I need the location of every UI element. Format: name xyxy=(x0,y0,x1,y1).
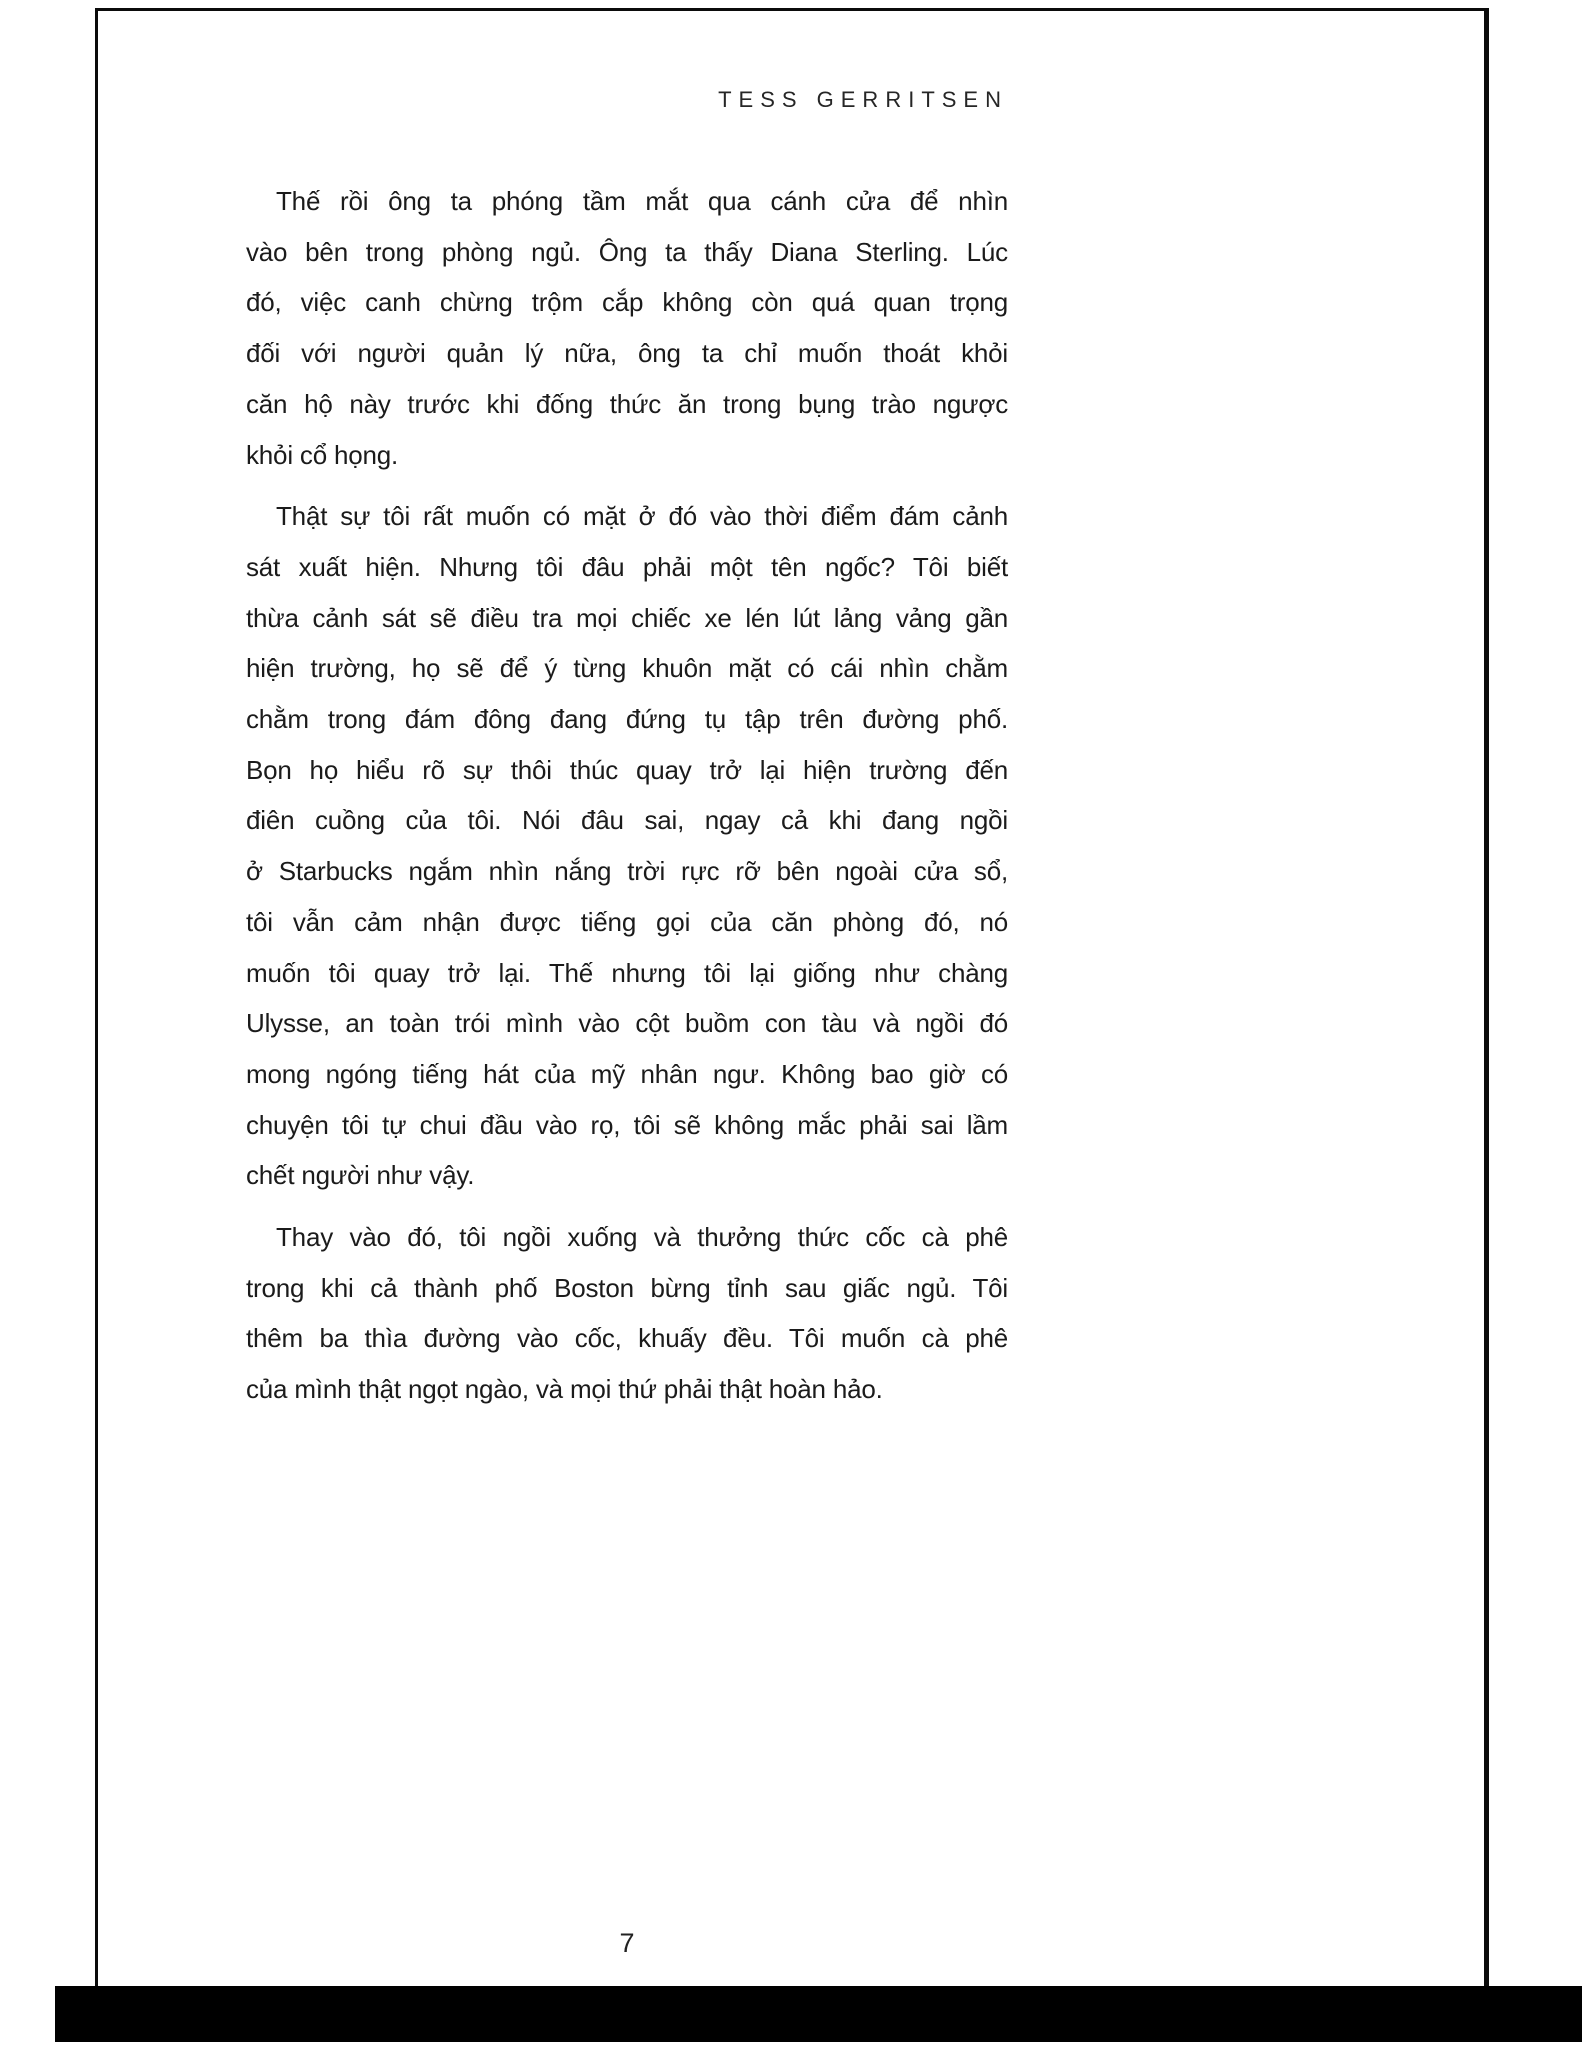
text-line: hiện trường, họ sẽ để ý từng khuôn mặt có cái nhìn chằm xyxy=(246,653,1008,684)
running-header-author: TESS GERRITSEN xyxy=(718,87,1008,112)
text-line: tôi vẫn cảm nhận được tiếng gọi của căn phòng đó, nó xyxy=(246,906,1008,937)
text-line: trong khi cả thành phố Boston bừng tỉnh sau giấc ngủ. Tôi xyxy=(246,1272,1008,1303)
text-line: sát xuất hiện. Nhưng tôi đâu phải một tên ngốc? Tôi biết xyxy=(246,551,1008,582)
text-line: chằm trong đám đông đang đứng tụ tập trên đường phố. xyxy=(246,704,1008,735)
paragraph xyxy=(246,1212,1008,1415)
text-line: Thật sự tôi rất muốn có mặt ở đó vào thời điểm đám cảnh xyxy=(276,501,1008,532)
text-line: Bọn họ hiểu rõ sự thôi thúc quay trở lại hiện trường đến xyxy=(246,754,1008,785)
text-line: chuyện tôi tự chui đầu vào rọ, tôi sẽ không mắc phải sai lầm xyxy=(246,1109,1008,1140)
page-frame xyxy=(95,8,1489,1992)
text-line: muốn tôi quay trở lại. Thế nhưng tôi lại giống như chàng xyxy=(246,957,1008,988)
text-line: khỏi cổ họng. xyxy=(246,439,399,470)
paragraph xyxy=(246,491,1008,1201)
text-line: vào bên trong phòng ngủ. Ông ta thấy Diana Sterling. Lúc xyxy=(246,236,1008,267)
text-line: đó, việc canh chừng trộm cắp không còn quá quan trọng xyxy=(246,287,1008,318)
text-line: thêm ba thìa đường vào cốc, khuấy đều. Tôi muốn cà phê xyxy=(246,1323,1008,1354)
page-number: 7 xyxy=(619,1928,635,1958)
text-line: ở Starbucks ngắm nhìn nắng trời rực rỡ bên ngoài cửa sổ, xyxy=(246,856,1008,887)
text-line: mong ngóng tiếng hát của mỹ nhân ngư. Không bao giờ có xyxy=(246,1058,1008,1089)
text-line: đối với người quản lý nữa, ông ta chỉ muốn thoát khỏi xyxy=(246,338,1008,369)
text-line: Ulysse, an toàn trói mình vào cột buồm con tàu và ngồi đó xyxy=(246,1008,1008,1039)
text-line: Thay vào đó, tôi ngồi xuống và thưởng thức cốc cà phê xyxy=(276,1222,1008,1253)
text-line: căn hộ này trước khi đống thức ăn trong bụng trào ngược xyxy=(246,388,1008,419)
text-line: Thế rồi ông ta phóng tầm mắt qua cánh cửa để nhìn xyxy=(276,186,1008,216)
paragraph xyxy=(246,176,1008,480)
text-line: thừa cảnh sát sẽ điều tra mọi chiếc xe lén lút lảng vảng gần xyxy=(246,602,1008,633)
page-bottom-edge-bar xyxy=(55,1986,1582,2042)
text-line: của mình thật ngọt ngào, và mọi thứ phải thật hoàn hảo. xyxy=(246,1374,883,1405)
text-line: điên cuồng của tôi. Nói đâu sai, ngay cả khi đang ngồi xyxy=(246,805,1008,836)
text-block xyxy=(246,176,1008,1426)
text-line: chết người như vậy. xyxy=(246,1160,475,1191)
